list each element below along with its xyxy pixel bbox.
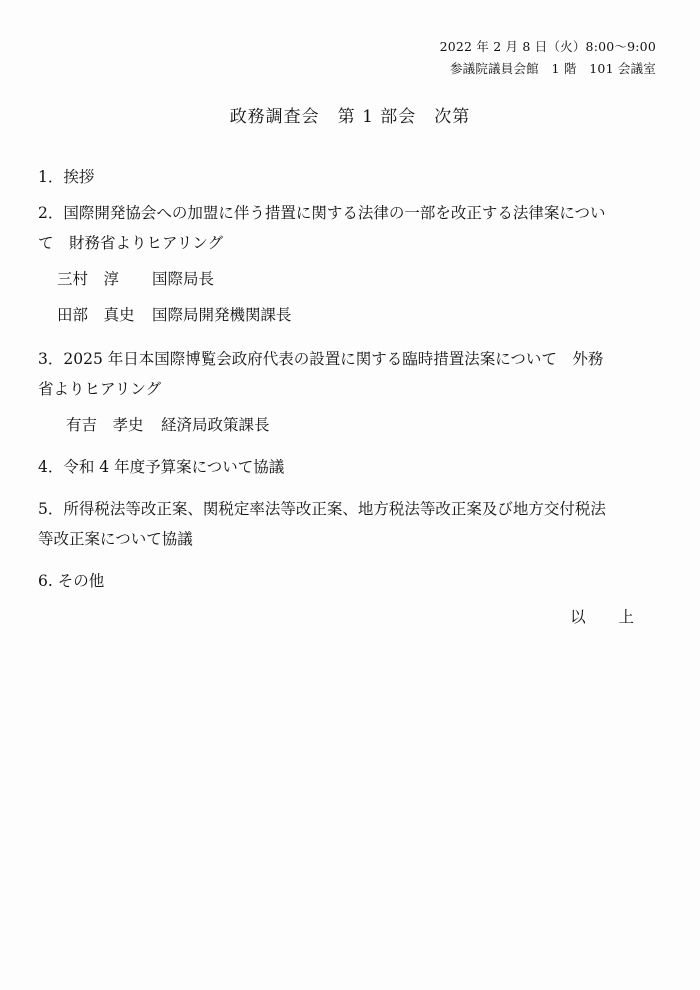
agenda-item-text-continued: 省よりヒアリング (38, 380, 162, 398)
meeting-date-time: 2022 年 2 月 8 日（火）8:00〜9:00 (439, 39, 656, 54)
closing-mark: 以 上 (570, 608, 648, 626)
agenda-item-text-continued: て 財務省よりヒアリング (38, 234, 224, 252)
agenda-item-6 (38, 566, 663, 596)
document-title: 政務調査会 第 1 部会 次第 (229, 107, 471, 127)
agenda-item-text: 6. その他 (38, 572, 105, 590)
agenda-item-4 (38, 452, 663, 482)
agenda-item-text: 1．挨拶 (38, 168, 95, 186)
agenda-item-text: 2．国際開発協会への加盟に伴う措置に関する法律の一部を改正する法律案につい (38, 204, 606, 222)
agenda-item-text: 4．令和 4 年度予算案について協議 (38, 458, 285, 476)
agenda-item-5 (38, 494, 663, 554)
meeting-info (440, 36, 656, 80)
speaker-role: 経済局政策課長 (161, 416, 270, 434)
agenda-item-text-continued: 等改正案について協議 (38, 530, 193, 548)
speaker-row (38, 410, 663, 440)
agenda-item-3 (38, 344, 663, 440)
speaker-name: 有吉 孝史 (66, 416, 144, 434)
speaker-role: 国際局開発機関課長 (152, 306, 292, 324)
agenda-item-text: 5．所得税法等改正案、関税定率法等改正案、地方税法等改正案及び地方交付税法 (38, 500, 606, 518)
agenda-item-1 (38, 162, 663, 192)
speaker-row (38, 300, 663, 330)
agenda-item-2 (38, 198, 663, 330)
speaker-name: 三村 淳 (57, 270, 120, 288)
agenda-item-text: 3．2025 年日本国際博覧会政府代表の設置に関する臨時措置法案について 外務 (38, 350, 604, 368)
meeting-location: 参議院議員会館 1 階 101 会議室 (449, 61, 656, 76)
speaker-name: 田部 真史 (57, 306, 135, 324)
agenda-list (38, 162, 663, 596)
speaker-role: 国際局長 (152, 270, 215, 288)
speaker-row (38, 264, 663, 294)
